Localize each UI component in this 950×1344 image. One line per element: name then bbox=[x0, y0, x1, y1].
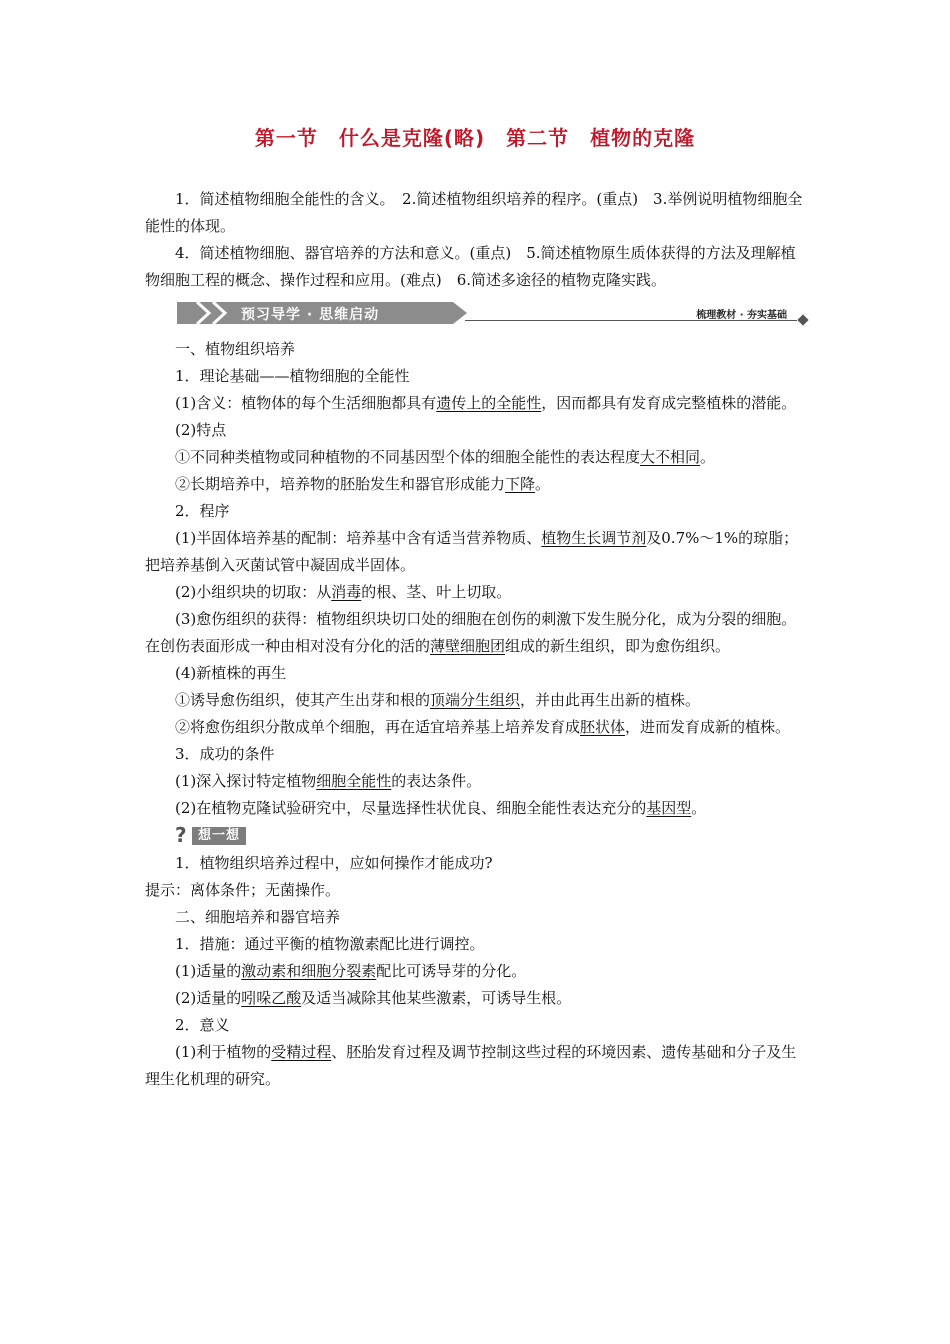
paragraph: (1)利于植物的受精过程、胚胎发育过程及调节控制这些过程的环境因素、遗传基础和分子及生理生化机理的研究。 bbox=[145, 1043, 797, 1088]
section-heading: 二、细胞培养和器官培养 bbox=[175, 908, 341, 926]
paragraph: (1)适量的激动素和细胞分裂素配比可诱导芽的分化。 bbox=[175, 962, 527, 980]
chevron-right-icon bbox=[211, 300, 231, 326]
paragraph: 1．措施：通过平衡的植物激素配比进行调控。 bbox=[175, 935, 485, 953]
paragraph: (1)半固体培养基的配制：培养基中含有适当营养物质、植物生长调节剂及0.7%～1%的琼脂；把培养基倒入灭菌试管中凝固成半固体。 bbox=[145, 529, 799, 574]
paragraph: (1)含义：植物体的每个生活细胞都具有遗传上的全能性，因而都具有发育成完整植株的潜能。 bbox=[175, 394, 797, 412]
objective-line-1: 1．简述植物细胞全能性的含义。 2.简述植物组织培养的程序。(重点) 3.举例说明植物细胞全能性的体现。 bbox=[145, 190, 803, 235]
paragraph: 1．理论基础——植物细胞的全能性 bbox=[175, 367, 410, 385]
paragraph: (4)新植株的再生 bbox=[175, 664, 287, 682]
answer-blank: 顶端分生组织 bbox=[430, 691, 521, 709]
paragraph: ①诱导愈伤组织，使其产生出芽和根的顶端分生组织，并由此再生出新的植株。 bbox=[175, 691, 701, 709]
answer-blank: 薄壁细胞团 bbox=[430, 637, 506, 655]
content-body bbox=[145, 186, 807, 1093]
answer-blank: 大不相同 bbox=[640, 448, 701, 466]
banner-right-label: 梳理教材 · 夯实基础 bbox=[696, 310, 787, 321]
page-title: 第一节 什么是克隆(略) 第二节 植物的克隆 bbox=[254, 126, 696, 150]
objective-line-2: 4．简述植物细胞、器官培养的方法和意义。(重点) 5.简述植物原生质体获得的方法及理解植物细胞工程的概念、操作过程和应用。(难点) 6.简述多途径的植物克隆实践。 bbox=[145, 244, 796, 289]
paragraph: 2．程序 bbox=[175, 502, 230, 520]
answer-blank: 胚状体 bbox=[580, 718, 626, 736]
paragraph: (2)小组织块的切取：从消毒的根、茎、叶上切取。 bbox=[175, 583, 512, 601]
banner-label: 预习导学 · 思维启动 bbox=[241, 307, 380, 323]
paragraph: ①不同种类植物或同种植物的不同基因型个体的细胞全能性的表达程度大不相同。 bbox=[175, 448, 716, 466]
paragraph: (3)愈伤组织的获得：植物组织块切口处的细胞在创伤的刺激下发生脱分化，成为分裂的细胞。在创伤表面形成一种由相对没有分化的活的薄壁细胞团组成的新生组织，即为愈伤组织。 bbox=[145, 610, 797, 655]
question-icon: ? bbox=[175, 823, 187, 847]
answer-blank: 植物生长调节剂 bbox=[541, 529, 647, 547]
paragraph: 2．意义 bbox=[175, 1016, 230, 1034]
paragraph: (2)特点 bbox=[175, 421, 227, 439]
paragraph: 3．成功的条件 bbox=[175, 745, 275, 763]
think-answer: 提示：离体条件；无菌操作。 bbox=[145, 881, 341, 899]
answer-blank: 遗传上的全能性 bbox=[436, 394, 542, 412]
answer-blank: 下降 bbox=[505, 475, 536, 493]
paragraph: (2)适量的吲哚乙酸及适当减除其他某些激素，可诱导生根。 bbox=[175, 989, 572, 1007]
answer-blank: 受精过程 bbox=[271, 1043, 332, 1061]
answer-blank: 细胞全能性 bbox=[316, 772, 392, 790]
think-title: 想一想 bbox=[192, 827, 246, 845]
section-banner bbox=[145, 300, 807, 326]
paragraph: ②长期培养中，培养物的胚胎发生和器官形成能力下降。 bbox=[175, 475, 551, 493]
answer-blank: 激动素和细胞分裂素 bbox=[241, 962, 377, 980]
think-question: 1．植物组织培养过程中，应如何操作才能成功? bbox=[175, 854, 493, 872]
section-heading: 一、植物组织培养 bbox=[175, 340, 296, 358]
answer-blank: 吲哚乙酸 bbox=[241, 989, 302, 1007]
answer-blank: 基因型 bbox=[646, 799, 692, 817]
diamond-icon bbox=[797, 314, 808, 325]
paragraph: ②将愈伤组织分散成单个细胞，再在适宜培养基上培养发育成胚状体，进而发育成新的植株。 bbox=[175, 718, 791, 736]
paragraph: (2)在植物克隆试验研究中，尽量选择性状优良、细胞全能性表达充分的基因型。 bbox=[175, 799, 707, 817]
paragraph: (1)深入探讨特定植物细胞全能性的表达条件。 bbox=[175, 772, 482, 790]
think-label bbox=[175, 824, 807, 848]
answer-blank: 消毒 bbox=[331, 583, 362, 601]
